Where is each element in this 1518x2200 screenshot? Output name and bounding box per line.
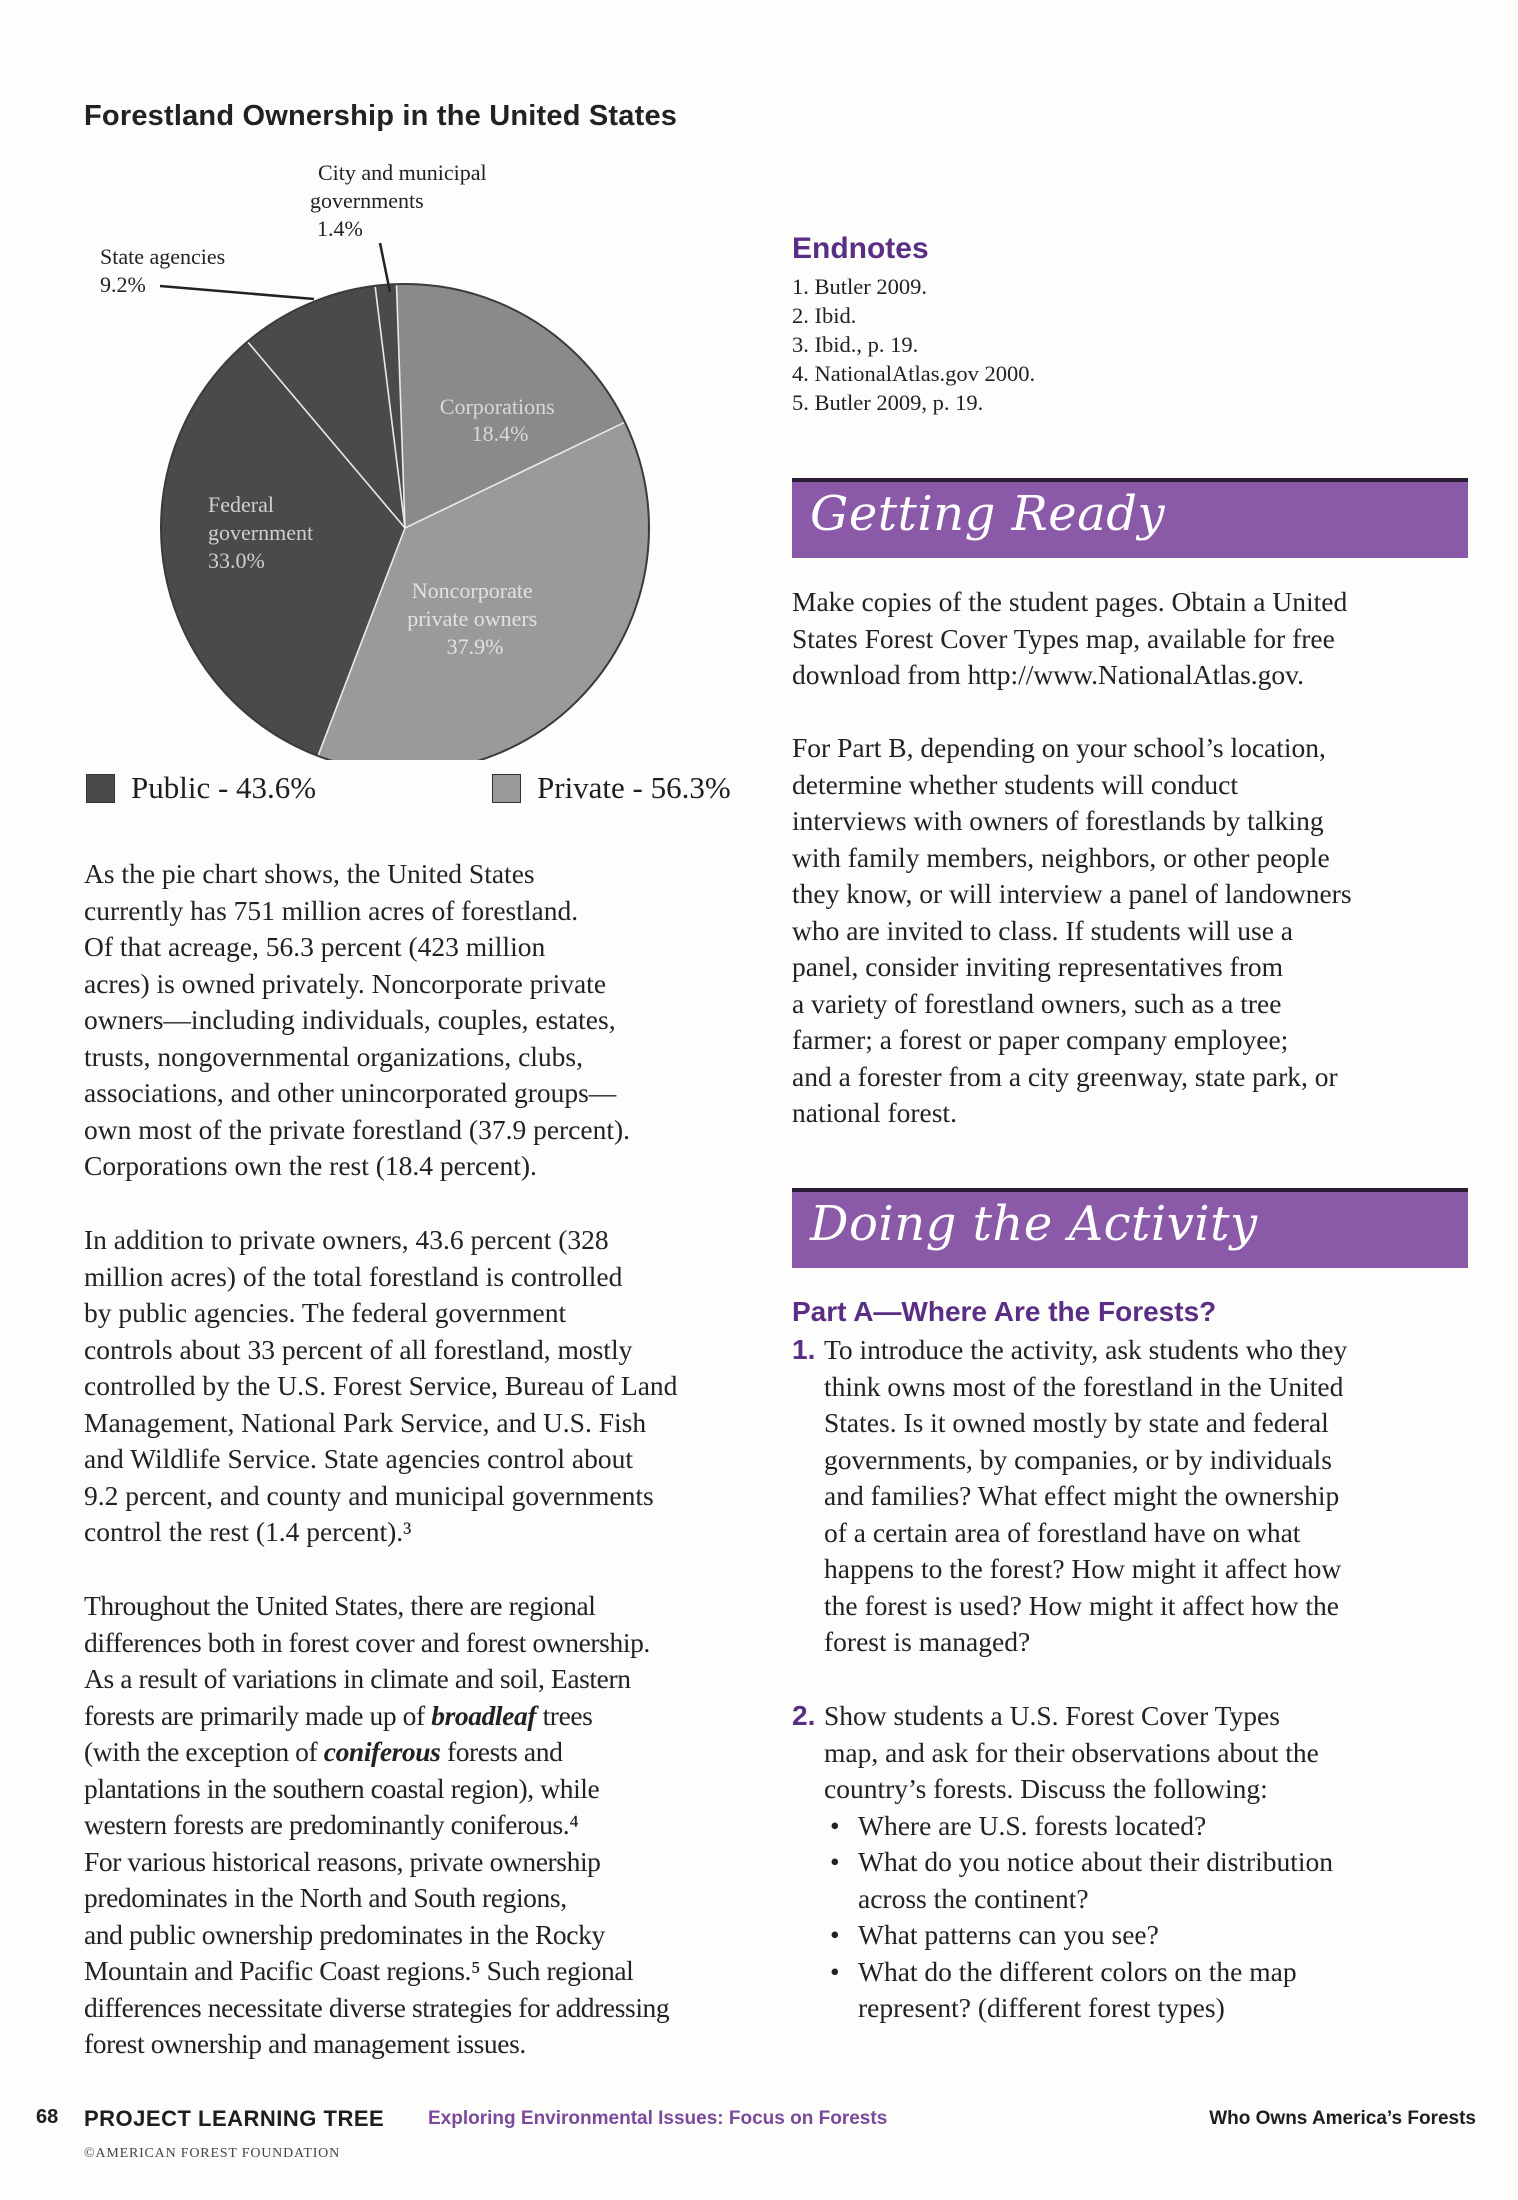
endnote-item: 1. Butler 2009. [792,274,927,299]
slice-label-noncorporate: Noncorporate private owners 37.9% [407,578,538,659]
step-1: 1. To introduce the activity, ask students who they think owns most of the forestland in the United States. Is it owned mostly by state and federal governments, by companies, or by individuals and families? What effect might the ownership of a certain area of forestland have on what happens to the forest? How might it affect how the forest is used? How might it affect how the forest is managed? [792,1334,1348,1657]
slice-label-state: State agencies 9.2% [100,244,226,297]
legend-swatch-public [86,774,115,803]
doing-activity-banner [792,1188,1468,1268]
copyright: ©AMERICAN FOREST FOUNDATION [84,2146,340,2161]
endnote-item: 5. Butler 2009, p. 19. [792,390,984,415]
page-number: 68 [36,2106,59,2128]
bullet-item: • What patterns can you see? [824,1917,1472,1954]
bullet-item: • Where are U.S. forests located? [824,1808,1472,1845]
glossary-term-coniferous: coniferous [323,1736,441,1767]
legend-label-public: Public - 43.6% [131,770,317,805]
paragraph-regional-differences: Throughout the United States, there are regional differences both in forest cover and forest ownership. As a result of variations in climate and soil, Eastern forests are primarily made up of broadleaf trees (with the exception of coniferous forests and plantations in the southern coastal region), while western forests are predominantly coniferous.⁴ For various historical reasons, private ownership predominates in the North and South regions, and public ownership predominates in the Rocky Mountain and Pacific Coast regions.⁵ Such regional differences necessitate diverse strategies for addressing forest ownership and management issues. [84,1590,670,2059]
endnotes-list [792,272,1035,417]
getting-ready-banner [792,478,1468,558]
legend-swatch-private [492,774,521,803]
leader-line-state [160,286,314,299]
getting-ready-paragraph-1: Make copies of the student pages. Obtain a United States Forest Cover Types map, available for free download from http://www.NationalAtlas.gov. [792,586,1348,690]
paragraph-ownership: As the pie chart shows, the United States currently has 751 million acres of forestland. Of that acreage, 56.3 percent (423 million acres) is owned privately. Noncorporate private owners—including individuals, couples, estates, trusts, nongovernmental organizations, clubs, associations, and other unincorporated groups— own most of the private forestland (37.9 percent). Corporations own the rest (18.4 percent). [84,858,631,1181]
bullet-item: • What do the different colors on the map represent? (different forest types) [824,1954,1472,2027]
endnotes-heading: Endnotes [792,232,929,265]
slice-label-federal: Federal government 33.0% [208,492,314,573]
endnote-item: 3. Ibid., p. 19. [792,332,919,357]
step-2-number: 2. [792,1700,816,1731]
legend-private [492,770,731,806]
getting-ready-title: Getting Ready [810,486,1166,542]
footer-subtitle: Exploring Environmental Issues: Focus on Forests [428,2108,888,2129]
legend-label-private: Private - 56.3% [537,770,731,805]
discussion-bullets [824,1808,1472,2027]
doing-activity-title: Doing the Activity [810,1196,1258,1252]
footer-section: Who Owns America’s Forests [1209,2108,1476,2129]
getting-ready-paragraph-2: For Part B, depending on your school’s location, determine whether students will conduct interviews with owners of forestlands by talking with family members, neighbors, or other people they know, or will interview a panel of landowners who are invited to class. If students will use a panel, consider inviting representatives from a variety of forestland owners, such as a tree farmer; a forest or paper company employee; and a forester from a city greenway, state park, or national forest. [792,732,1352,1128]
footer-brand: PROJECT LEARNING TREE [84,2106,385,2131]
endnote-item: 2. Ibid. [792,303,857,328]
step-1-number: 1. [792,1334,816,1365]
chart-title: Forestland Ownership in the United States [84,100,678,132]
paragraph-public-agencies: In addition to private owners, 43.6 percent (328 million acres) of the total forestland is controlled by public agencies. The federal government controls about 33 percent of all forestland, mostly controlled by the U.S. Forest Service, Bureau of Land Management, National Park Service, and U.S. Fish and Wildlife Service. State agencies control about 9.2 percent, and county and municipal governments control the rest (1.4 percent).³ [84,1224,678,1547]
step-2: 2. Show students a U.S. Forest Cover Types map, and ask for their observations about the country’s forests. Discuss the following: • Where are U.S. forests located? • What do you notice about their distribution across the continent? • What patterns can you see? • What do the different colors on the map represent? (different forest types) [792,1698,1472,2027]
part-a-heading: Part A—Where Are the Forests? [792,1296,1217,1327]
bullet-item: • What do you notice about their distribution across the continent? [824,1844,1472,1917]
glossary-term-broadleaf: broadleaf [431,1699,537,1731]
endnote-item: 4. NationalAtlas.gov 2000. [792,361,1036,386]
legend-public [86,770,316,806]
pie-chart [40,150,740,760]
slice-label-city: City and municipal governments 1.4% [310,160,487,241]
slice-label-corporations: Corporations 18.4% [439,394,555,446]
